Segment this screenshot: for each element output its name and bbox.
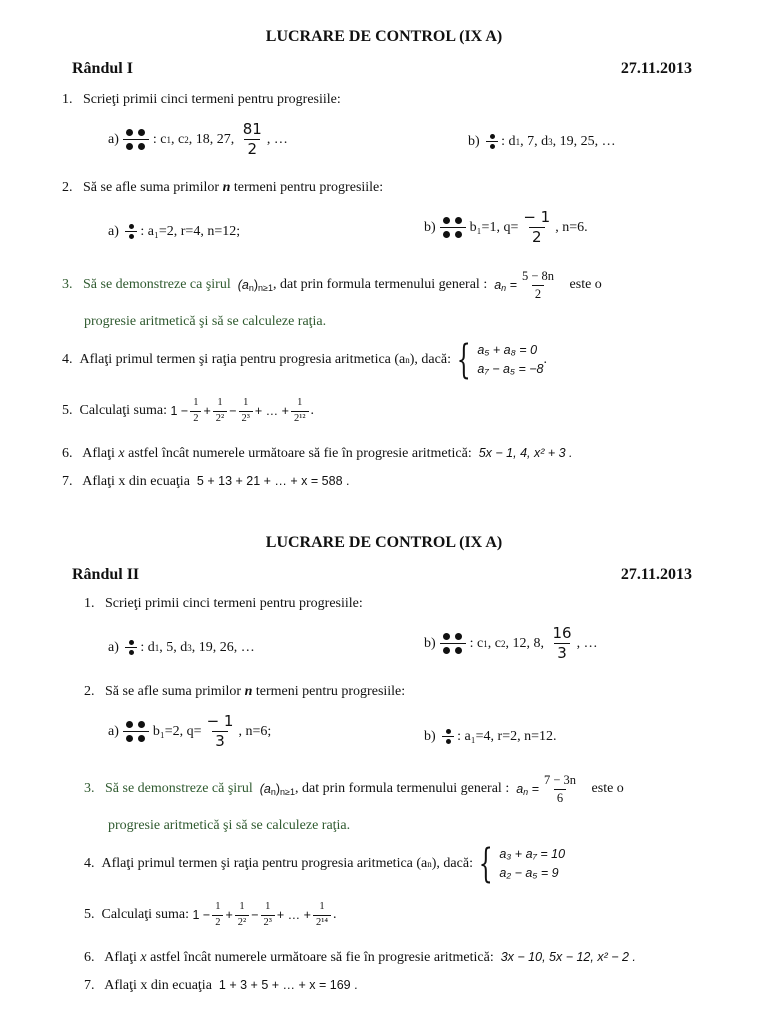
fraction: $\frac{1}{2}$: [190, 398, 201, 424]
row-label: Rândul II: [72, 566, 140, 583]
question-4: 4. Aflaţi primul termen şi raţia pentru progresia aritmetica (a n ), dacă: { a₅ + a₈ = 0 a₇ − a₅ = −8 .: [62, 337, 547, 383]
fraction: $\frac{1}{\text{2²}}$: [213, 398, 227, 424]
page-title: LUCRARE DE CONTROL (IX A): [265, 28, 503, 45]
question-2b: b) b₁=1, q= $\frac{- 1}{2}$ , n=6.: [424, 208, 588, 246]
question-2a: a) b₁=2, q= $\frac{- 1}{3}$ , n=6;: [108, 712, 272, 750]
question-1a: a) : c 1 , c 2 , 18, 27, $\frac{81}{2}$ , …: [108, 120, 288, 158]
equation-system: { a₃ + a₇ = 10 a₂ − a₅ = 9: [478, 841, 566, 887]
question-1: 1. Scrieţi primii cinci termeni pentru progresiile:: [84, 596, 363, 611]
fraction: $\frac{1}{2}$: [212, 902, 223, 928]
divides-symbol-icon: [125, 222, 137, 241]
question-6: 6. Aflaţi x astfel încât numerele următoare să fie în progresie aritmetică: 3x − 10, 5x − 12, x² − 2 .: [84, 950, 636, 965]
fraction: $\frac{- 1}{2}$: [523, 208, 551, 246]
row-label: Rândul I: [72, 60, 133, 77]
question-7: 7. Aflaţi x din ecuaţia 5 + 13 + 21 + … + x = 588 .: [62, 474, 350, 489]
question-2b: b) : a₁=4, r=2, n=12.: [424, 727, 557, 746]
page-title: LUCRARE DE CONTROL (IX A): [265, 534, 503, 551]
question-7: 7. Aflaţi x din ecuaţia 1 + 3 + 5 + … + x = 169 .: [84, 978, 358, 993]
divides-symbol-icon: [123, 126, 149, 153]
question-1b: b) : d 1 , 7, d 3 , 19, 25, …: [468, 132, 616, 151]
question-3-line2: progresie aritmetică şi să se calculeze raţia.: [108, 818, 351, 833]
question-6: 6. Aflaţi x astfel încât numerele următoare să fie în progresie aritmetică: 5x − 1, 4, x² + 3 .: [62, 446, 573, 461]
question-2a: a) : a₁=2, r=4, n=12;: [108, 222, 240, 241]
date: 27.11.2013: [620, 60, 692, 77]
question-2: 2. Să se afle suma primilor n termeni pentru progresiile:: [84, 684, 406, 699]
fraction: $\frac{5 - 8n}{2}$: [521, 269, 555, 301]
divides-symbol-icon: [125, 638, 137, 657]
divides-symbol-icon: [486, 132, 498, 151]
question-3: 3. Să se demonstreze că şirul $(a_n)_{n\ge 1}$ , dat prin formula termenului general : $a_n$ = $\frac{7 - 3n}{6}$ este o: [84, 773, 624, 805]
fraction: $\frac{81}{2}$: [242, 120, 262, 158]
question-2: 2. Să se afle suma primilor n termeni pentru progresiile:: [62, 180, 384, 195]
divides-symbol-icon: [440, 214, 466, 241]
question-1b: b) : c 1 , c 2 , 12, 8, $\frac{16}{3}$ , …: [424, 624, 598, 662]
question-3-line2: progresie aritmetică şi să se calculeze raţia.: [84, 314, 327, 329]
question-3: 3. Să se demonstreze ca şirul $(a_n)_{n\ge 1}$ , dat prin formula termenului general : $a_n$ = $\frac{5 - 8n}{2}$ este o: [62, 269, 602, 301]
divides-symbol-icon: [123, 718, 149, 745]
question-1a: a) : d 1 , 5, d 3 , 19, 26, …: [108, 638, 255, 657]
fraction: $\frac{- 1}{3}$: [206, 712, 234, 750]
fraction: $\frac{7 - 3n}{6}$: [543, 773, 577, 805]
divides-symbol-icon: [442, 727, 454, 746]
question-4: 4. Aflaţi primul termen şi raţia pentru progresia aritmetica (a n ), dacă: { a₃ + a₇ = 10 a₂ − a₅ = 9: [84, 841, 566, 887]
date: 27.11.2013: [620, 566, 692, 583]
question-5: 5. Calculaţi suma: 1 − $\frac{1}{2}$ + $\frac{1}{\text{2²}}$ − $\frac{1}{\text{2³}}$ + … + $\frac{1}{\text{2¹⁴}}$ .: [84, 901, 337, 928]
fraction: $\frac{1}{\text{2²}}$: [235, 902, 249, 928]
question-1: 1. Scrieţi primii cinci termeni pentru progresiile:: [62, 92, 341, 107]
equation-system: { a₅ + a₈ = 0 a₇ − a₅ = −8: [456, 337, 544, 383]
fraction: $\frac{1}{\text{2¹²}}$: [291, 398, 309, 424]
fraction: $\frac{1}{\text{2³}}$: [239, 398, 253, 424]
fraction: $\frac{1}{\text{2³}}$: [261, 902, 275, 928]
fraction: $\frac{16}{3}$: [552, 624, 572, 662]
question-5: 5. Calculaţi suma: 1 − $\frac{1}{2}$ + $\frac{1}{\text{2²}}$ − $\frac{1}{\text{2³}}$ + … + $\frac{1}{\text{2¹²}}$ .: [62, 397, 314, 424]
divides-symbol-icon: [440, 630, 466, 657]
fraction: $\frac{1}{\text{2¹⁴}}$: [313, 902, 331, 928]
